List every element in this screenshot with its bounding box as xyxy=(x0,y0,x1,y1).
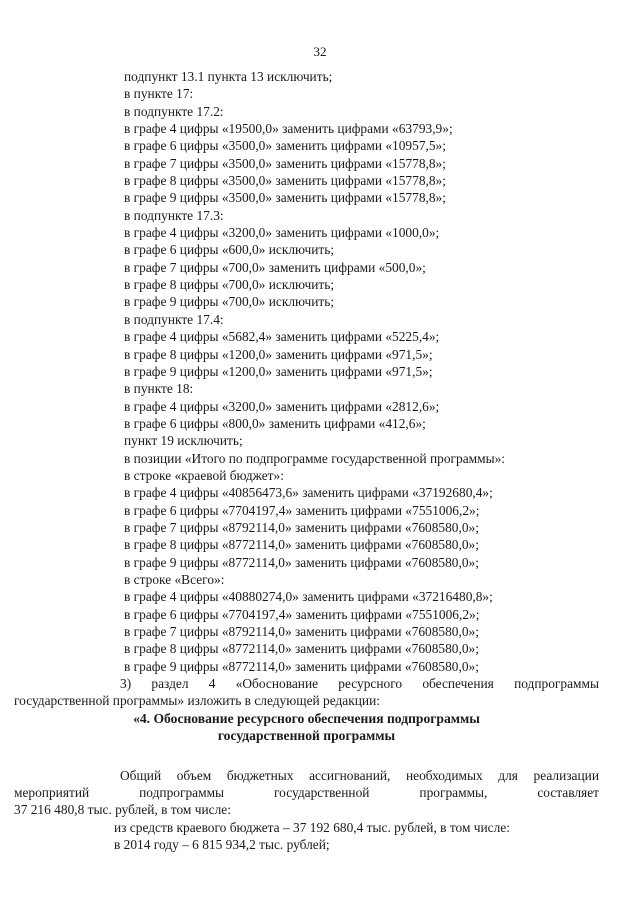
amendment-line: в графе 6 цифры «3500,0» заменить цифрами «10957,5»; xyxy=(124,138,446,154)
amendment-line: в графе 4 цифры «40880274,0» заменить цифрами «37216480,8»; xyxy=(124,589,493,605)
amendment-line: в строке «Всего»: xyxy=(124,571,225,587)
amendment-line: в графе 9 цифры «3500,0» заменить цифрами «15778,8»; xyxy=(124,190,446,206)
amendment-line: в графе 7 цифры «700,0» заменить цифрами «500,0»; xyxy=(124,259,426,275)
section-3-paragraph xyxy=(14,675,599,710)
section-heading-line-1: «4. Обоснование ресурсного обеспечения подпрограммы xyxy=(133,710,480,726)
amendment-line: в графе 9 цифры «8772114,0» заменить цифрами «7608580,0»; xyxy=(124,554,479,570)
amendment-line: в строке «краевой бюджет»: xyxy=(124,467,284,483)
amendment-line: в графе 9 цифры «1200,0» заменить цифрами «971,5»; xyxy=(124,363,433,379)
amendment-line: в подпункте 17.2: xyxy=(124,103,224,119)
amendment-line: в графе 4 цифры «40856473,6» заменить цифрами «37192680,4»; xyxy=(124,485,493,501)
section-3-first-line: 3) раздел 4 «Обоснование ресурсного обеспечения подпрограммы xyxy=(120,676,599,692)
page-number: 32 xyxy=(313,44,327,59)
amendment-line: в графе 7 цифры «8792114,0» заменить цифрами «7608580,0»; xyxy=(124,519,479,535)
document-body xyxy=(14,68,599,853)
amendment-line: в графе 4 цифры «3200,0» заменить цифрами «2812,6»; xyxy=(124,398,440,414)
regional-budget-line: из средств краевого бюджета – 37 192 680,4 тыс. рублей, в том числе: xyxy=(114,819,510,835)
section-heading xyxy=(14,710,599,745)
amendment-line: в подпункте 17.4: xyxy=(124,311,224,327)
amendment-list xyxy=(124,68,599,675)
total-funding-third-line: 37 216 480,8 тыс. рублей, в том числе: xyxy=(14,802,231,818)
amendment-line: в графе 9 цифры «700,0» исключить; xyxy=(124,294,335,310)
amendment-line: в графе 8 цифры «1200,0» заменить цифрами «971,5»; xyxy=(124,346,433,362)
amendment-line: в подпункте 17.3: xyxy=(124,207,224,223)
spacer xyxy=(124,745,599,767)
amendment-line: в графе 8 цифры «3500,0» заменить цифрами «15778,8»; xyxy=(124,173,446,189)
amendment-line: подпункт 13.1 пункта 13 исключить; xyxy=(124,69,333,84)
amendment-line: в пункте 17: xyxy=(124,86,194,102)
amendment-line: в пункте 18: xyxy=(124,381,194,397)
total-funding-second-line: мероприятий подпрограммы государственной программы, составляет xyxy=(14,785,599,801)
amendment-line: в графе 9 цифры «8772114,0» заменить цифрами «7608580,0»; xyxy=(124,658,479,674)
amendment-line: в графе 6 цифры «7704197,4» заменить цифрами «7551006,2»; xyxy=(124,502,480,518)
amendment-line: в графе 4 цифры «5682,4» заменить цифрами «5225,4»; xyxy=(124,329,440,345)
amendment-line: в позиции «Итого по подпрограмме государственной программы»: xyxy=(124,450,506,466)
section-heading-line-2: государственной программы xyxy=(217,728,396,744)
amendment-line: пункт 19 исключить; xyxy=(124,433,243,449)
total-funding-paragraph xyxy=(14,767,599,819)
amendment-line: в графе 6 цифры «800,0» заменить цифрами «412,6»; xyxy=(124,415,426,431)
amendment-line: в графе 4 цифры «19500,0» заменить цифрами «63793,9»; xyxy=(124,121,453,137)
section-3-continuation: государственной программы» изложить в следующей редакции: xyxy=(14,693,380,709)
amendment-line: в графе 8 цифры «8772114,0» заменить цифрами «7608580,0»; xyxy=(124,641,479,657)
amendment-line: в графе 8 цифры «8772114,0» заменить цифрами «7608580,0»; xyxy=(124,537,479,553)
amendment-line: в графе 4 цифры «3200,0» заменить цифрами «1000,0»; xyxy=(124,225,440,241)
amendment-line: в графе 8 цифры «700,0» исключить; xyxy=(124,277,335,293)
amendment-line: в графе 7 цифры «8792114,0» заменить цифрами «7608580,0»; xyxy=(124,624,479,639)
year-2014-line: в 2014 году – 6 815 934,2 тыс. рублей; xyxy=(114,837,330,853)
amendment-line: в графе 7 цифры «3500,0» заменить цифрами «15778,8»; xyxy=(124,155,446,171)
amendment-line: в графе 6 цифры «600,0» исключить; xyxy=(124,242,335,258)
amendment-line: в графе 6 цифры «7704197,4» заменить цифрами «7551006,2»; xyxy=(124,606,480,622)
total-funding-first-line: Общий объем бюджетных ассигнований, необходимых для реализации xyxy=(120,767,599,783)
